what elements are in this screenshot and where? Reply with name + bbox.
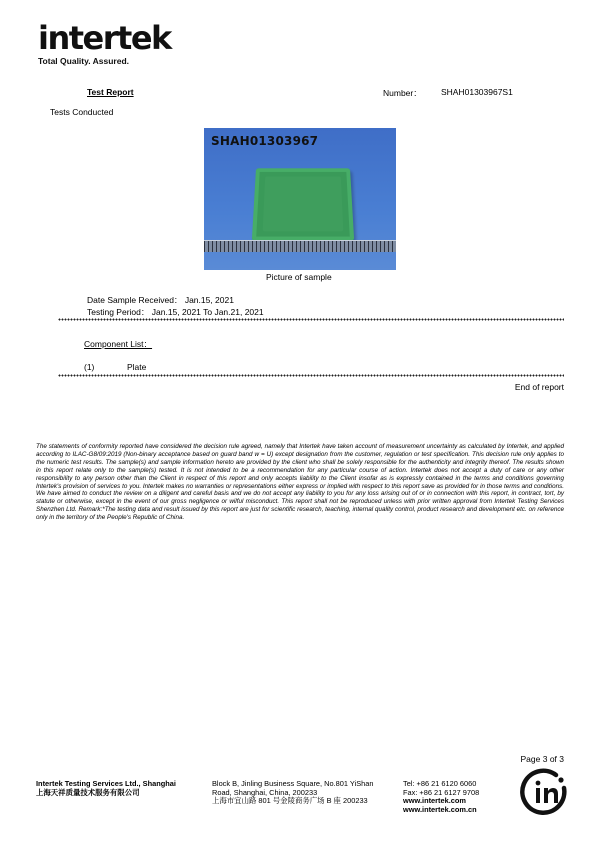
footer-contact (403, 780, 479, 815)
address-cn: 上海市宜山路 801 号金陵商务广场 B 座 200233 (212, 796, 368, 806)
website-link[interactable]: www.intertek.com (403, 796, 466, 806)
logo-tagline: Total Quality. Assured. (38, 56, 129, 66)
component-index: (1) (84, 362, 95, 372)
address-line-2: Road, Shanghai, China, 200233 (212, 787, 318, 797)
intertek-seal-icon (520, 768, 570, 818)
report-number-label: Number： (383, 88, 422, 98)
report-title: Test Report (87, 87, 134, 97)
page-number: Page 3 of 3 (520, 754, 564, 764)
company-name-cn: 上海天祥质量技术服务有限公司 (36, 787, 140, 797)
website-link-cn[interactable]: www.intertek.com.cn (403, 805, 477, 815)
report-number-value: SHAH01303967S1 (441, 87, 513, 97)
address-line-1: Block B, Jinling Business Square, No.801 YiShan (212, 779, 374, 788)
date-received-row (87, 294, 234, 306)
testing-period-value: Jan.15, 2021 To Jan.21, 2021 (151, 307, 264, 317)
company-name-en: Intertek Testing Services Ltd., Shanghai (36, 779, 176, 788)
disclaimer-text: The statements of conformity reported have considered the decision rule agreed, namely that Intertek have taken account of measurement uncertainty as calculated by Intertek, and applied according to ILAC-G8/09:2019 (Non-binary acceptance based on guard band w = U) except designation from the customer, regulation or test specification. This decision rule only applies to the numeric test results. The sample(s) and sample information hereto are provided by the client who shall be solely responsible for the authenticity and integrity thereof. The results shown in this report relate only to the sample(s) tested. It is not intended to be a recommendation for any particular course of action. Intertek does not accept a duty of care or any other responsibility to any person other than the Client in respect of this report and only accepts liability to the Client insofar as is expressly contained in the terms and conditions governing Intertek's provision of services to you. Intertek makes no warranties or representations either express or implied with respect to this report save as provided for in those terms and conditions. We have aimed to conduct the review on a diligent and careful basis and we do not accept any liability to you for any loss arising out of or in connection with this report, in contract, tort, by statute or otherwise, except in the event of our gross negligence or wilful misconduct. This report shall not be reproduced unless with prior written approval from Intertek Testing Services Shenzhen Ltd. Remark:*The testing data and result issued by this report are just for scientific research, teaching, internal quality control, product research and development etc. on reference only in the territory of the People's Republic of China. (36, 443, 564, 522)
photo-caption: Picture of sample (266, 272, 332, 282)
footer-company (36, 780, 176, 797)
date-received-value: Jan.15, 2021 (184, 295, 234, 305)
component-list-heading: Component List： (84, 339, 153, 349)
separator-line (58, 318, 564, 321)
intertek-logo (38, 19, 171, 66)
separator-line (58, 374, 564, 377)
end-of-report: End of report (514, 382, 564, 392)
footer-address (212, 780, 373, 806)
component-name: Plate (127, 362, 147, 372)
ruler-image (204, 240, 396, 252)
testing-period-row (87, 306, 264, 318)
testing-period-label: Testing Period： (87, 307, 150, 317)
date-received-label: Date Sample Received： (87, 295, 183, 305)
photo-sample-id: SHAH01303967 (211, 134, 319, 148)
section-heading: Tests Conducted (50, 107, 114, 117)
sample-photo (204, 128, 396, 270)
logo-wordmark: intertek (38, 19, 171, 57)
fax: Fax: +86 21 6127 9708 (403, 787, 480, 797)
plate-image (252, 168, 354, 241)
telephone: Tel: +86 21 6120 6060 (403, 779, 477, 788)
